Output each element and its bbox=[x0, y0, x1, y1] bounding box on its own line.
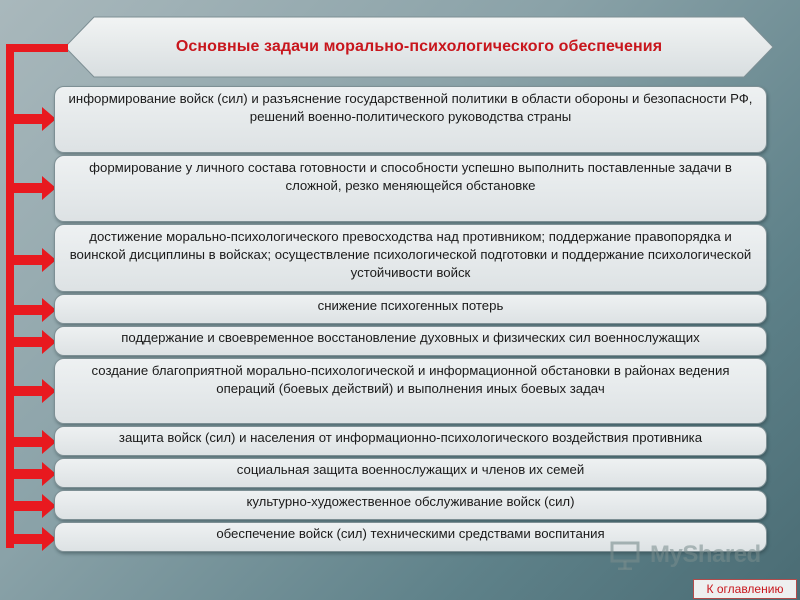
task-box: формирование у личного состава готовности и способности успешно выполнить поставленные задачи в сложной, резко меняющейся обстановке bbox=[54, 155, 767, 222]
task-box: снижение психогенных потерь bbox=[54, 294, 767, 324]
task-box: обеспечение войск (сил) техническими средствами воспитания bbox=[54, 522, 767, 552]
task-box: создание благоприятной морально-психологической и информационной обстановки в районах ведения операций (боевых действий) и выполнения иных боевых задач bbox=[54, 358, 767, 424]
task-box: достижение морально-психологического превосходства над противником; поддержание правопорядка и воинской дисциплины в войсках; осуществление психологической подготовки и поддержание психологической устойчивости войск bbox=[54, 224, 767, 292]
task-box: защита войск (сил) и населения от информационно-психологического воздействия противника bbox=[54, 426, 767, 456]
task-box: культурно-художественное обслуживание войск (сил) bbox=[54, 490, 767, 520]
toc-button[interactable]: К оглавлению bbox=[693, 579, 797, 599]
arrow-right-icon bbox=[14, 107, 56, 131]
arrow-right-icon bbox=[14, 298, 56, 322]
arrow-right-icon bbox=[14, 527, 56, 551]
page-title: Основные задачи морально-психологического обеспечения bbox=[175, 38, 663, 55]
arrow-right-icon bbox=[14, 176, 56, 200]
title-banner bbox=[64, 16, 774, 78]
arrow-right-icon bbox=[14, 430, 56, 454]
bracket-vertical-bar bbox=[6, 44, 14, 548]
task-box: социальная защита военнослужащих и членов их семей bbox=[54, 458, 767, 488]
task-box: информирование войск (сил) и разъяснение государственной политики в области обороны и безопасности РФ, решений военно-политического руководства страны bbox=[54, 86, 767, 153]
arrow-right-icon bbox=[14, 248, 56, 272]
arrow-right-icon bbox=[14, 330, 56, 354]
arrow-right-icon bbox=[14, 379, 56, 403]
watermark bbox=[610, 538, 770, 572]
arrow-right-icon bbox=[14, 494, 56, 518]
presentation-board-icon bbox=[610, 540, 644, 570]
bracket-top-bar bbox=[6, 44, 68, 52]
watermark-text: MyShared bbox=[650, 541, 761, 568]
arrow-right-icon bbox=[14, 462, 56, 486]
task-box: поддержание и своевременное восстановление духовных и физических сил военнослужащих bbox=[54, 326, 767, 356]
